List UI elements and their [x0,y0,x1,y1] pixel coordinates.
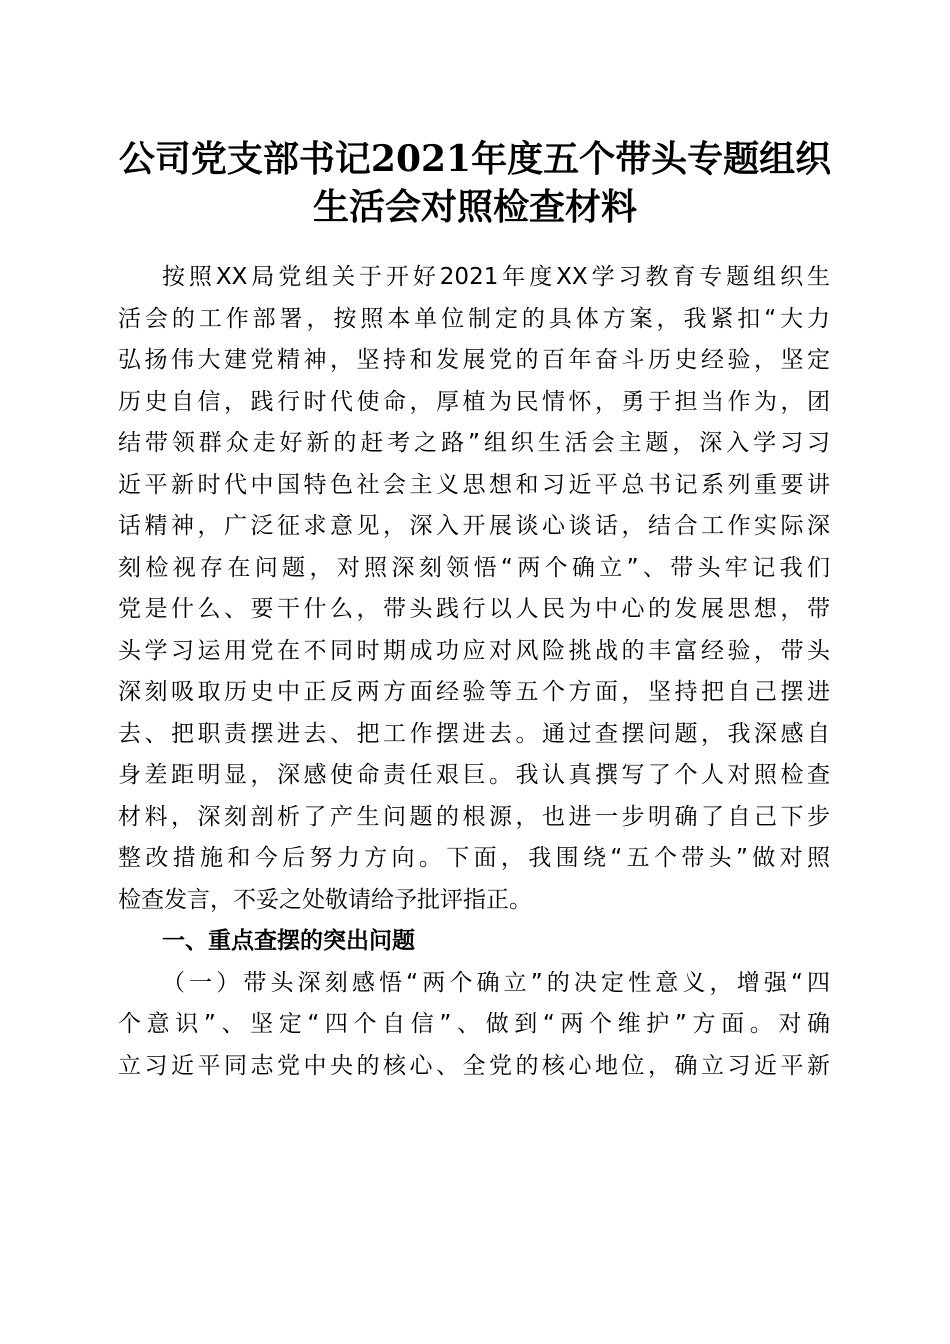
text-line: 话精神，广泛征求意见，深入开展谈心谈话，结合工作实际深 [118,513,830,539]
text-line: 深刻吸取历史中正反两方面经验等五个方面，坚持把自己摆进 [118,679,830,705]
title-line-2: 生活会对照检查材料 [312,186,637,228]
text-line: （一）带头深刻感悟“两个确立”的决定性意义，增强“四 [162,969,830,996]
text-line: 按照XX局党组关于开好2021年度XX学习教育专题组织生 [162,264,830,290]
title-line-1: 公司党支部书记2021年度五个带头专题组织 [118,138,832,180]
text-line: 身差距明显，深感使命责任艰巨。我认真撰写了个人对照检查 [118,762,830,788]
text-line: 立习近平同志党中央的核心、全党的核心地位，确立习近平新 [118,1052,830,1079]
document-body [118,257,830,1087]
text-line: 个意识”、坚定“四个自信”、做到“两个维护”方面。对确 [118,1011,830,1037]
text-line: 历史自信，践行时代使命，厚植为民情怀，勇于担当作为，团 [118,388,830,415]
subsection-paragraph [118,963,830,1088]
text-line: 近平新时代中国特色社会主义思想和习近平总书记系列重要讲 [118,471,830,498]
text-line: 弘扬伟大建党精神，坚持和发展党的百年奋斗历史经验，坚定 [118,347,830,373]
text-line: 头学习运用党在不同时期成功应对风险挑战的丰富经验，带头 [118,637,830,664]
section-heading: 一、重点查摆的突出问题 [162,928,415,954]
text-line: 活会的工作部署，按照本单位制定的具体方案，我紧扣“大力 [118,305,830,332]
text-line: 结带领群众走好新的赶考之路”组织生活会主题，深入学习习 [118,430,830,456]
text-line: 党是什么、要干什么，带头践行以人民为中心的发展思想，带 [118,596,830,622]
text-line: 整改措施和今后努力方向。下面，我围绕“五个带头”做对照 [118,845,830,871]
text-line: 检查发言，不妥之处敬请给予批评指正。 [118,886,532,913]
intro-paragraph [118,257,830,921]
text-line: 材料，深刻剖析了产生问题的根源，也进一步明确了自己下步 [118,803,830,830]
text-line: 刻检视存在问题，对照深刻领悟“两个确立”、带头牢记我们 [118,554,830,581]
text-line: 去、把职责摆进去、把工作摆进去。通过查摆问题，我深感自 [118,720,830,747]
document-title [100,135,850,231]
